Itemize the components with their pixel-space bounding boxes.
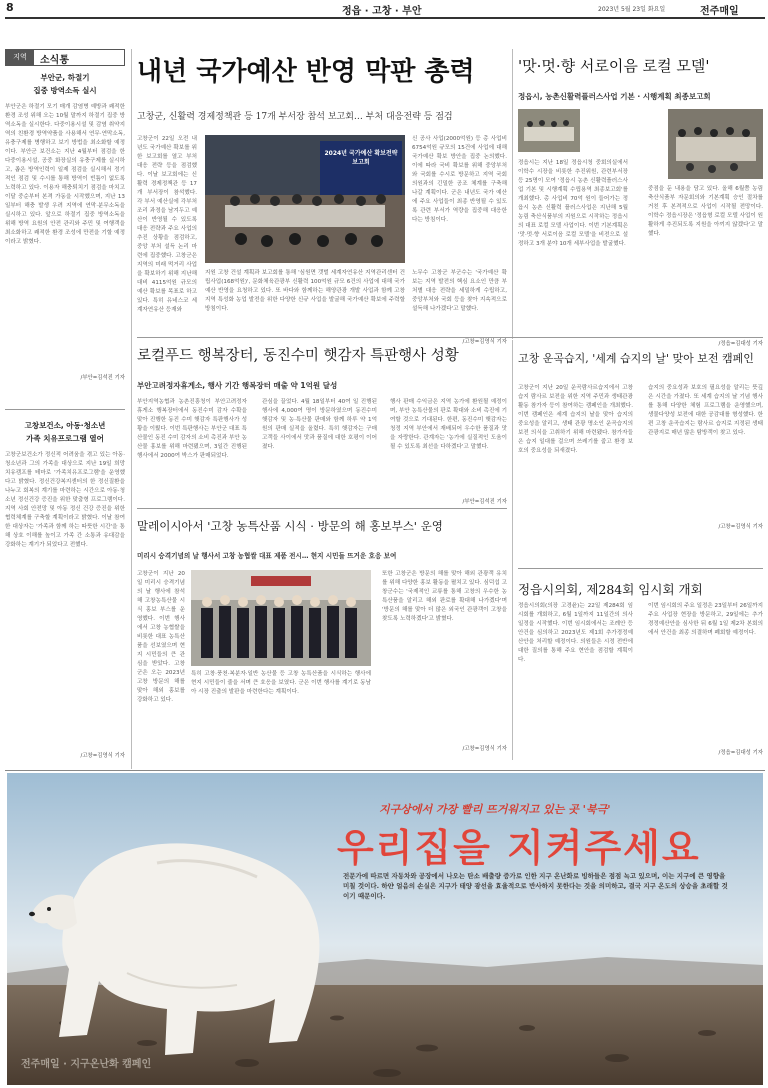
page-number: 8 xyxy=(6,1,14,14)
article-2-photo-2 xyxy=(668,109,763,179)
ad-top-rule xyxy=(5,770,765,771)
sidebar-item-1-title: 부안군, 하절기 xyxy=(40,73,90,82)
sidebar-item-2-byline: /고창=김영식 기자 xyxy=(80,753,125,759)
article-3-subhead: 부안고려정자휴게소, 행사 기간 행복장터 매출 약 1억원 달성 xyxy=(137,381,338,390)
article-1-subhead: 고창군, 신활력 경제정책관 등 17개 부서장 참석 보고회… 부처 대응전략 등 점검 xyxy=(137,112,453,122)
divider-mid-1 xyxy=(137,337,763,338)
article-6-col1: 정읍시의회(의장 고경윤)는 22일 제284회 임시회를 개회하고, 6월 1일까지 11일간의 의사일정을 시작했다. 이번 임시회에서는 조례안 등 안건을 심의하고 2023년도 제1회 추가경정예산안을 처리할 예정이다. 의원들은 시정 전반에 대한 질의를 통해 주요 현안을 점검할 계획이다. xyxy=(518,603,633,663)
article-6-byline: /정읍=김대성 기자 xyxy=(718,750,763,756)
article-2-col2: 중점을 둔 내용을 담고 있다. 올해 6월쯤 농림축산식품부 자문회의와 기본계획 승인 절차를 거친 후 본격적으로 사업이 시작될 전망이다. 이학수 정읍시장은 '정읍형 로컬 모델 사업이 원활하게 추진되도록 지원을 아끼지 않겠다'고 말했다. xyxy=(648,186,763,237)
header-rule xyxy=(5,17,765,19)
sidebar-item-1-title2: 집중 방역소독 실시 xyxy=(33,86,97,95)
article-1-photo-banner: 2024년 국가예산 확보전략 보고회 xyxy=(324,150,398,166)
article-1-headline: 내년 국가예산 반영 막판 총력 xyxy=(137,57,475,87)
sidebar-rule xyxy=(131,49,132,769)
article-2-photo xyxy=(518,109,580,152)
conference-photo xyxy=(518,109,580,152)
article-local-model xyxy=(518,49,763,354)
article-1-col2: 지원 고창 건설 계획과 보고회를 통해 '심원면 갯벌 세계자연유산 지역관리센터 건립사업(168억원)', 문화체육관광부 신활력 100억원 규모 6건의 사업에 대해 국가예산 반영을 요청하고 있다. 또 바다와 함께하는 해양관광 개발 사업과 함께 고창 지역 특성화 농업 발전을 위한 다양한 신규 사업을 발굴해 국가예산 확보에 주력할 방침이다. xyxy=(205,270,405,312)
article-council xyxy=(518,572,763,762)
article-2-subhead: 정읍시, 농촌신활력플러스사업 기본 · 시행계획 최종보고회 xyxy=(518,92,711,101)
article-5-subhead: 미리시 승격기념의 날 행사서 고창 농협쌀 대표 제품 전시… 현지 시민들 뜨거운 호응 보여 xyxy=(137,552,397,560)
climate-ad xyxy=(7,773,763,1085)
article-5-byline: /고창=김영식 기자 xyxy=(462,746,507,752)
sidebar-item-2-body: 고창군보건소가 정신적 어려움을 겪고 있는 아동·청소년과 그의 가족을 대상으로 지난 19일 희망치유캠프를 테마로 '가족치유프로그램'을 운영했다고 밝혔다. 정신건강복지센터의 한 정신질환을 나누고 회복의 계기를 마련하는 시간으로 아동·청소년 정신건강 증진을 위한 맞춤형 프로그램이다. 지역 사회 안전망 및 아동 정신 건강 증진을 위한 협력체계를 구축할 계획이라고 밝혔다. 이날 참여한 대상자는 '가족과 함께 하는 따뜻한 시간'을 통해 상호 이해를 높이고 가족 간 소통과 유대감을 강화하는 계기가 되었다고 전했다. xyxy=(5,452,125,548)
issue-date: 2023년 5월 23일 화요일 xyxy=(598,6,666,13)
article-4-headline: 고창 운곡습지, '세계 습지의 날' 맞아 보전 캠페인 xyxy=(518,352,754,365)
group-photo xyxy=(191,570,371,666)
sidebar-label xyxy=(5,49,125,66)
article-1-photo xyxy=(205,135,405,263)
article-5-photo xyxy=(191,570,371,666)
ad-tagline: 지구상에서 가장 빨리 뜨거워지고 있는 곳 '북극' xyxy=(379,803,611,816)
article-local-food xyxy=(137,340,507,505)
sidebar-item-1-byline: /부안=김석진 기자 xyxy=(80,375,125,381)
sidebar-item-1-body: 부안군은 하절기 모기 매개 감염병 예방과 쾌적한 환경 조성 위해 오는 10월 말까지 하절기 집중 방역소독을 실시한다. 다중이용시설 및 감염 취약지역의 친환경 방역약품을 사용해서 연무·연막소독, 유충구제를 병행하고 보기 방법을 최소화할 예정이다. 부안군 보건소는 지난 4월부터 점검을 한 다중이용시설, 공중 화장실의 유충구제를 실시하고, 좁은 방역인력이 일제 점검을 실시해서 정기적인 점검 및 수시를 통해 방역이 빈틈이 없도록 노력하고 있다. 이용자 해충퇴치기 점검을 마치고 이달 중순부터 본격 가동을 시작했으며, 지난 13일부터 해충 발생 우려 지역에 연막·분무소독을 실시하고 있다. 앞으로 하절기 집중 방역소독을 위해 방역 요원의 안전 관리와 주민 및 여행객을 최소화하고 쾌적한 환경 조성에 만전을 기할 예정이라고 밝혔다. xyxy=(5,104,125,245)
article-2-byline: /정읍=김대성 기자 xyxy=(718,341,763,347)
article-4-byline: /고창=김영식 기자 xyxy=(718,524,763,530)
divider-mid-2 xyxy=(137,508,507,509)
article-1-col1: 고창군이 22일 오전 내년도 국가예산 확보를 위한 보고회를 열고 부처 대응 전략 등을 점검했다. 이날 보고회에는 신활력 경제정책관 등 17개 부서장이 참석했다. 각 부서 예산실에 각부처 조리 과정을 남겨두고 예산이 반영될 수 있도록 대응 전략과 주요 사업의 추진 상황을 점검하고, 중앙 부처 설득 논리 마련에 집중했다. 고창군은 지역의 미래 먹거리 사업을 확보하기 위해 지난해 대비 4115억원 규모의 예산 확보를 목표로 하고 있다. 특히 유네스코 세계자연유산 등재와 xyxy=(137,136,197,313)
article-2-col1: 정읍시는 지난 18일 정읍시청 중회의실에서 이학수 시장을 비롯한 추진위원, 관련부서장 등 25명이 모여 '정읍시 농촌 신활력플러스사업 기본 및 시행계획 수립용역 최종보고회'를 개최했다. 총 사업비 70억 원이 들어가는 정읍시 농촌 신활력 플러스사업은 지난해 5월 농림 축산식품부의 지원으로 시작하는 정읍시의 대표 로컬 모델 사업이다. 이번 기본계획은 '맛·멋·향 서로이음 로컬 모델'을 비전으로 설정하고 3개 분야 10개 세부사업을 발굴했다. xyxy=(518,160,628,247)
paper-name: 전주매일 xyxy=(700,6,739,17)
article-5-col1: 고창군이 지난 20일 미리시 승격기념의 날 행사에 참석해 고창농특산물 시식 홍보 부스를 운영했다. 이번 행사에서 고창 농협쌀을 비롯한 대표 농특산품을 선보였으며 현지 시민들의 큰 관심을 받았다. 고창군은 오는 2023년 고창 방문의 해를 맞아 해외 홍보를 강화하고 있다. xyxy=(137,571,185,703)
ad-footer: 전주매일 · 지구온난화 캠페인 xyxy=(21,1059,152,1070)
sidebar-label-title: 소식통 xyxy=(40,55,69,66)
column-rule-2 xyxy=(512,340,513,760)
sidebar-item-2-title2: 가족 치유프로그램 열어 xyxy=(26,434,104,443)
article-3-headline: 로컬푸드 행복장터, 동진수미 햇감자 특판행사 성황 xyxy=(137,348,459,364)
article-malaysia xyxy=(137,512,507,762)
sidebar xyxy=(5,49,125,769)
article-3-col3: 행사 판매 수익금은 지역 농가에 환원될 예정이며, 부안 농특산물의 판로 확대와 소비 촉진에 기여할 것으로 기대된다. 한편, 동진수미 햇감자는 청정 지역 부안에서 재배되어 우수한 품질과 맛을 자랑한다. 관계자는 '농가에 실질적인 도움이 될 수 있도록 최선을 다하겠다'고 말했다. xyxy=(390,399,507,450)
sidebar-item-2 xyxy=(5,419,125,759)
ad-title: 우리집을 지켜주세요 xyxy=(337,825,701,870)
column-rule-1 xyxy=(512,49,513,339)
article-5-col3: 또한 고창군은 방문의 해를 맞아 해외 관광객 유치를 위해 다양한 홍보 활동을 펼치고 있다. 심덕섭 고창군수는 '국제적인 교류를 통해 고창의 우수한 농특산품을 알리고 해외 판로를 확대해 나가겠다'며 '방문의 해를 맞아 더 많은 외국인 관광객이 고창을 찾도록 노력하겠다'고 밝혔다. xyxy=(382,571,507,622)
article-5-col2: 특히 고창·풍천·복분자·일반 농산물 등 고창 농특산품을 시식하는 행사에 현지 시민들이 줄을 서며 큰 호응을 보였다. 군은 이번 행사를 계기로 동남아 시장 진출의 발판을 마련한다는 계획이다. xyxy=(191,671,371,695)
sidebar-divider xyxy=(5,409,125,410)
sidebar-item-2-title: 고창보건소, 아동·청소년 xyxy=(24,421,106,430)
meeting-room-photo xyxy=(668,109,763,179)
article-1-byline: /고창=김영식 기자 xyxy=(462,339,507,345)
article-budget xyxy=(137,49,507,354)
article-4-col1: 고창군이 지난 20일 운곡람사르습지에서 고창습지 람사르 보전을 위한 지역 주민과 생태관광 활동 참가자 등이 참여하는 캠페인을 개최했다. 이번 캠페인은 세계 습지의 날을 맞아 습지의 중요성을 알리고, 생태 관광 명소인 운곡습지의 보전 의식을 고취하기 위해 마련됐다. 참가자들은 습지 일대를 걸으며 쓰레기를 줍고 환경 보호의 중요성을 되새겼다. xyxy=(518,385,633,454)
article-3-byline: /부안=김석진 기자 xyxy=(462,499,507,505)
divider-mid-3 xyxy=(518,568,763,569)
article-wetland xyxy=(518,340,763,540)
article-2-headline: '맛·멋·향 서로이음 로컬 모델' xyxy=(518,57,710,75)
article-1-col3: 신 공사 사업(2000억원) 등 총 사업비 6754억원 규모의 15건에 사업에 대해 국가예산 확보 방안을 집중 논의했다. 이에 따라 국비 확보를 위해 중앙부처와 국회를 수시로 방문하고 지역 국회의원과의 긴밀한 공조 체계를 구축해 나갈 계획이다. 군은 내년도 국가 예산에 주요 사업들이 최종 반영될 수 있도록 관련 부서가 역량을 집중해 대응한다는 방침이다. xyxy=(412,136,507,223)
article-3-col2: 관심을 끌었다. 4월 18일부터 40여 일 진행된 행사에 4,000여 명이 방문하였으며 동진수미 햇감자 및 농·특산물 판매와 함께 하루 약 1억 원의 판매 실적을 올렸다. 특히 햇감자는 구매 고객들 사이에서 맛과 품질에 대한 호평이 이어졌다. xyxy=(262,399,377,450)
section-title: 정읍 · 고창 · 부안 xyxy=(342,6,422,17)
article-3-col1: 부안지역농협과 농촌진흥청이 부안고려정자휴게소 행복장터에서 동진수미 감자 수확을 맞아 진행한 동진 수미 햇감자 특판행사가 성황을 이뤘다. 이번 특판행사는 부안군 대표 특산물인 동진 수미 감자의 소비 촉진과 부안 농산물 홍보를 위해 마련됐으며, 3일간 진행된 행사에서 2000여 박스가 판매되었다. xyxy=(137,399,247,459)
article-6-col2: 이번 임시회의 주요 일정은 23일부터 26일까지 주요 사업장 현장을 방문하고, 29일에는 추가경정예산안을 심사한 뒤 6월 1일 제2차 본회의에서 안건을 최종 의결하며 폐회할 예정이다. xyxy=(648,603,763,636)
article-5-headline: 말레이시아서 '고창 농특산품 시식 · 방문의 해 홍보부스' 운영 xyxy=(137,519,443,533)
sidebar-label-box: 지역 xyxy=(6,50,34,65)
article-6-headline: 정읍시의회, 제284회 임시회 개회 xyxy=(518,582,703,597)
ad-body: 전문가에 따르면 자동차와 공장에서 나오는 탄소 배출량 증가로 인한 지구 온난화로 빙하들은 점점 녹고 있으며, 이는 지구에 큰 영향을 미칠 것이다. 하얀 얼음의 손실은 지구가 태양 광선을 효율적으로 반사하지 못한다는 것을 의미하고, 결국 지구 온도의 상승을 초래할 것이기 때문이다. xyxy=(343,872,728,900)
sidebar-item-1 xyxy=(5,71,125,381)
article-1-col4: 노무수 고창군 부군수는 '국가예산 확보는 지역 발전의 핵심 요소인 만큼 부처별 대응 전략을 세밀하게 수립하고, 중앙부처와 국회 등을 찾아 지속적으로 설득해 나가겠다'고 말했다. xyxy=(412,270,507,312)
article-4-col2: 습지의 중요성과 보호의 필요성을 알리는 뜻깊은 시간을 가졌다. 또 세계 습지의 날 기념 행사를 통해 다양한 체험 프로그램을 운영했으며, 생물다양성 보전에 대한 공감대를 형성했다. 한편 고창 운곡습지는 람사르 습지로 지정된 생태관광지로 매년 많은 탐방객이 찾고 있다. xyxy=(648,385,763,436)
